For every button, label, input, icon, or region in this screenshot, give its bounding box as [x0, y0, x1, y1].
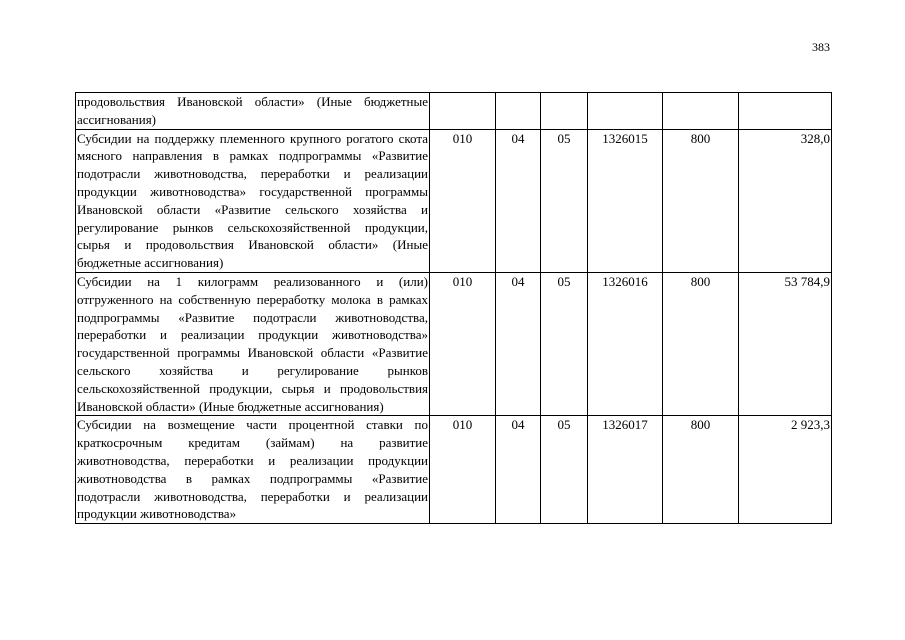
target-article-cell: 1326017 [588, 416, 663, 524]
section-code-cell: 04 [496, 416, 541, 524]
description-cell: Субсидии на 1 килограмм реализованного и (или) отгруженного на собственную переработку молока в рамках подпрограммы «Развитие подотрасли животноводства, переработки и реализации продукции животноводства» государственной программы Ивановской области «Развитие сельского хозяйства и регулирование рынков сельскохозяйственной продукции, сырья и продовольствия Ивановской области» (Иные бюджетные ассигнования) [76, 272, 430, 415]
ministry-code-cell: 010 [430, 272, 496, 415]
page-number: 383 [812, 40, 830, 54]
subsection-code-cell: 05 [541, 416, 588, 524]
description-cell: Субсидии на возмещение части процентной ставки по краткосрочным кредитам (займам) на развитие животноводства, переработки и реализации продукции животноводства в рамках подпрограммы «Развитие подотрасли животноводства, переработки и реализации продукции животноводства» [76, 416, 430, 524]
target-article-cell [588, 93, 663, 130]
ministry-code-cell [430, 93, 496, 130]
subsection-code-cell: 05 [541, 272, 588, 415]
expense-type-cell: 800 [663, 416, 739, 524]
amount-cell: 2 923,3 [739, 416, 832, 524]
amount-cell: 53 784,9 [739, 272, 832, 415]
amount-cell [739, 93, 832, 130]
ministry-code-cell: 010 [430, 416, 496, 524]
section-code-cell [496, 93, 541, 130]
table-row [76, 272, 832, 415]
expense-type-cell: 800 [663, 272, 739, 415]
section-code-cell: 04 [496, 272, 541, 415]
section-code-cell: 04 [496, 129, 541, 272]
amount-cell: 328,0 [739, 129, 832, 272]
ministry-code-cell: 010 [430, 129, 496, 272]
subsection-code-cell: 05 [541, 129, 588, 272]
expense-type-cell [663, 93, 739, 130]
target-article-cell: 1326015 [588, 129, 663, 272]
table-row [76, 416, 832, 524]
budget-table [75, 92, 832, 524]
description-cell: Субсидии на поддержку племенного крупного рогатого скота мясного направления в рамках подпрограммы «Развитие подотрасли животноводства, переработки и реализации продукции животноводства» государственной программы Ивановской области «Развитие сельского хозяйства и регулирование рынков сельскохозяйственной продукции, сырья и продовольствия Ивановской области» (Иные бюджетные ассигнования) [76, 129, 430, 272]
target-article-cell: 1326016 [588, 272, 663, 415]
expense-type-cell: 800 [663, 129, 739, 272]
description-cell: продовольствия Ивановской области» (Иные бюджетные ассигнования) [76, 93, 430, 130]
subsection-code-cell [541, 93, 588, 130]
table-row [76, 129, 832, 272]
table-row [76, 93, 832, 130]
